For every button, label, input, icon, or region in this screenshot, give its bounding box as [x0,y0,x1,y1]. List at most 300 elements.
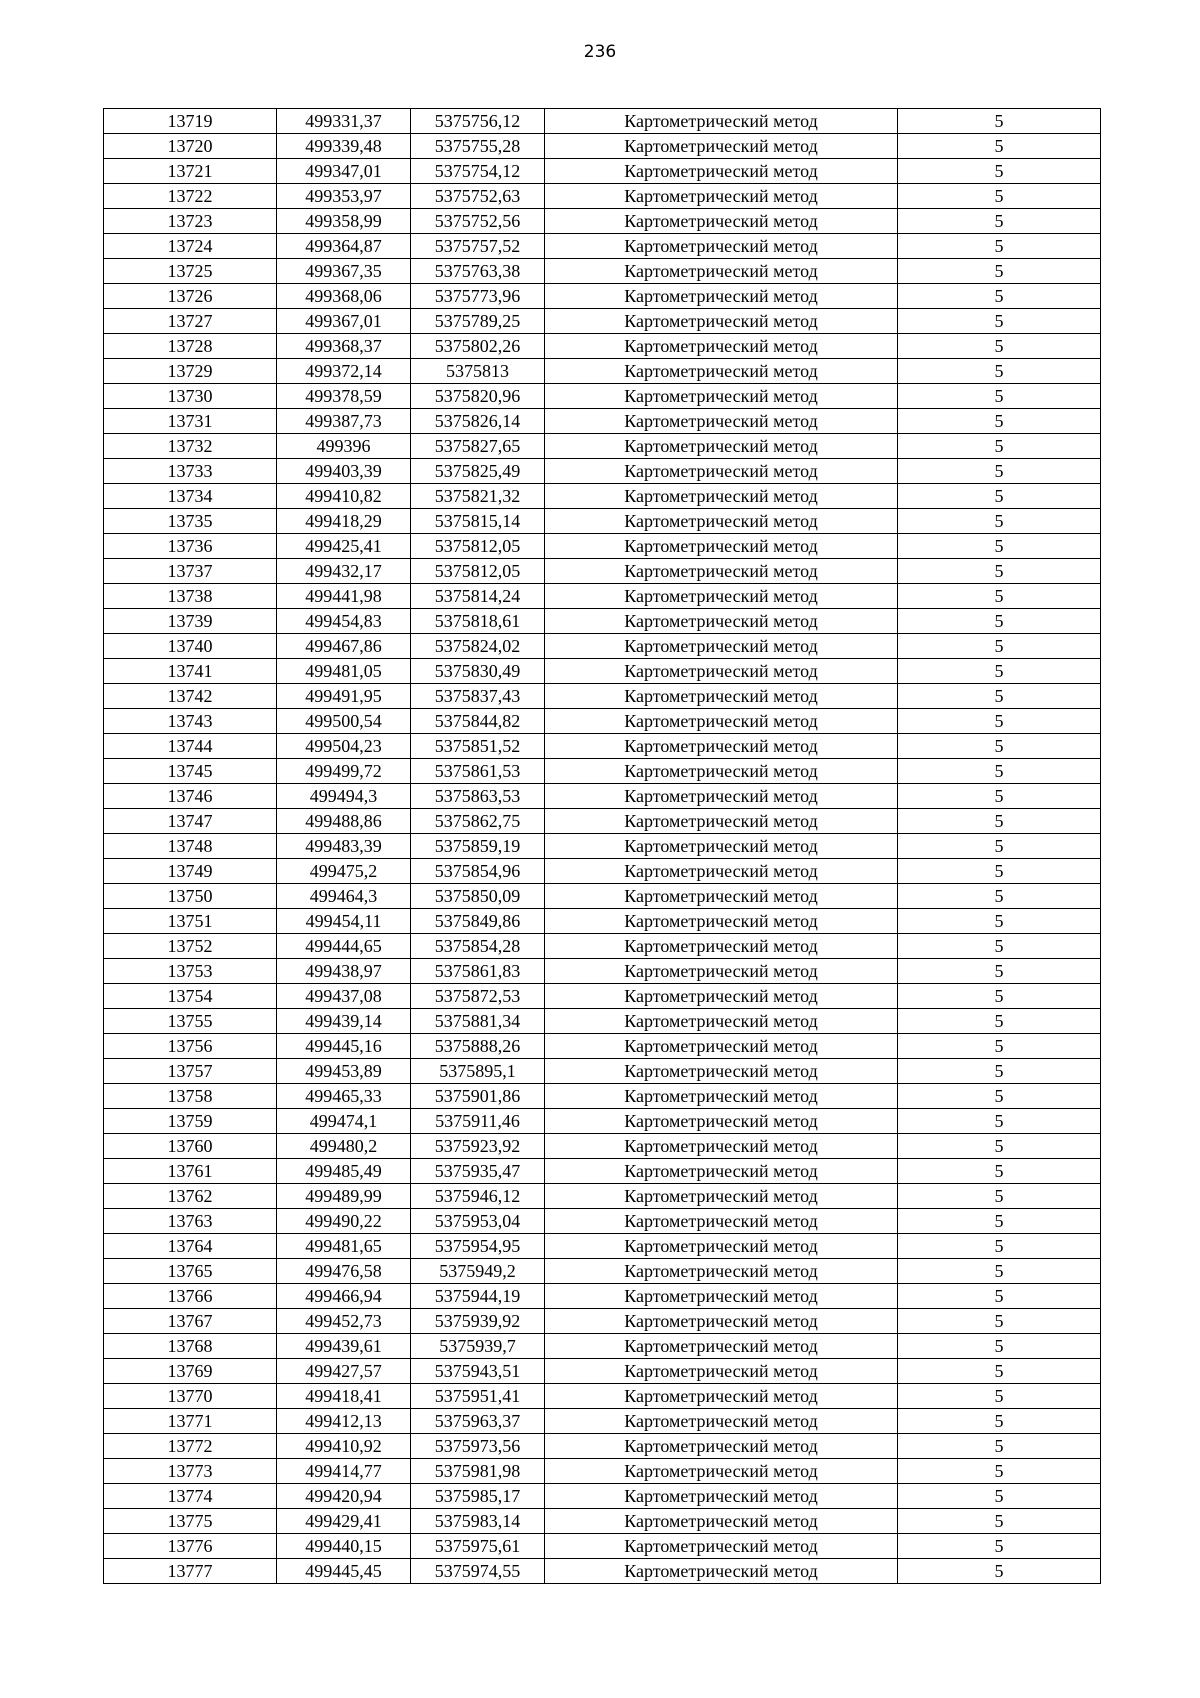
x-coordinate-cell: 499466,94 [277,1284,411,1309]
accuracy-cell: 5 [898,1209,1101,1234]
accuracy-cell: 5 [898,609,1101,634]
accuracy-cell: 5 [898,1484,1101,1509]
method-cell: Картометрический метод [545,509,898,534]
x-coordinate-cell: 499480,2 [277,1134,411,1159]
y-coordinate-cell: 5375757,52 [411,234,545,259]
x-coordinate-cell: 499475,2 [277,859,411,884]
y-coordinate-cell: 5375923,92 [411,1134,545,1159]
table-row [104,559,1101,584]
table-row [104,934,1101,959]
table-row [104,334,1101,359]
accuracy-cell: 5 [898,1059,1101,1084]
accuracy-cell: 5 [898,659,1101,684]
y-coordinate-cell: 5375752,63 [411,184,545,209]
method-cell: Картометрический метод [545,584,898,609]
point-number-cell: 13740 [104,634,277,659]
table-row [104,509,1101,534]
point-number-cell: 13768 [104,1334,277,1359]
point-number-cell: 13735 [104,509,277,534]
table-row [104,659,1101,684]
accuracy-cell: 5 [898,1009,1101,1034]
y-coordinate-cell: 5375943,51 [411,1359,545,1384]
y-coordinate-cell: 5375983,14 [411,1509,545,1534]
method-cell: Картометрический метод [545,384,898,409]
point-number-cell: 13723 [104,209,277,234]
method-cell: Картометрический метод [545,1384,898,1409]
method-cell: Картометрический метод [545,1559,898,1584]
table-row [104,1284,1101,1309]
x-coordinate-cell: 499367,35 [277,259,411,284]
x-coordinate-cell: 499441,98 [277,584,411,609]
point-number-cell: 13775 [104,1509,277,1534]
table-row [104,1009,1101,1034]
method-cell: Картометрический метод [545,459,898,484]
y-coordinate-cell: 5375802,26 [411,334,545,359]
accuracy-cell: 5 [898,1259,1101,1284]
x-coordinate-cell: 499467,86 [277,634,411,659]
y-coordinate-cell: 5375861,83 [411,959,545,984]
method-cell: Картометрический метод [545,434,898,459]
y-coordinate-cell: 5375820,96 [411,384,545,409]
table-row [104,1484,1101,1509]
table-row [104,1509,1101,1534]
table-row [104,234,1101,259]
x-coordinate-cell: 499454,83 [277,609,411,634]
table-row [104,1409,1101,1434]
method-cell: Картометрический метод [545,334,898,359]
table-row [104,734,1101,759]
point-number-cell: 13747 [104,809,277,834]
point-number-cell: 13743 [104,709,277,734]
x-coordinate-cell: 499464,3 [277,884,411,909]
method-cell: Картометрический метод [545,984,898,1009]
x-coordinate-cell: 499418,29 [277,509,411,534]
y-coordinate-cell: 5375830,49 [411,659,545,684]
table-row [104,1534,1101,1559]
point-number-cell: 13754 [104,984,277,1009]
method-cell: Картометрический метод [545,309,898,334]
method-cell: Картометрический метод [545,559,898,584]
point-number-cell: 13728 [104,334,277,359]
point-number-cell: 13741 [104,659,277,684]
accuracy-cell: 5 [898,1159,1101,1184]
table-row [104,159,1101,184]
y-coordinate-cell: 5375773,96 [411,284,545,309]
x-coordinate-cell: 499427,57 [277,1359,411,1384]
method-cell: Картометрический метод [545,534,898,559]
y-coordinate-cell: 5375946,12 [411,1184,545,1209]
table-row [104,209,1101,234]
point-number-cell: 13742 [104,684,277,709]
accuracy-cell: 5 [898,1234,1101,1259]
y-coordinate-cell: 5375862,75 [411,809,545,834]
point-number-cell: 13755 [104,1009,277,1034]
table-row [104,534,1101,559]
point-number-cell: 13753 [104,959,277,984]
point-number-cell: 13759 [104,1109,277,1134]
accuracy-cell: 5 [898,884,1101,909]
method-cell: Картометрический метод [545,909,898,934]
method-cell: Картометрический метод [545,1159,898,1184]
x-coordinate-cell: 499488,86 [277,809,411,834]
table-row [104,809,1101,834]
y-coordinate-cell: 5375754,12 [411,159,545,184]
point-number-cell: 13739 [104,609,277,634]
x-coordinate-cell: 499476,58 [277,1259,411,1284]
point-number-cell: 13731 [104,409,277,434]
table-row [104,459,1101,484]
table-row [104,1259,1101,1284]
x-coordinate-cell: 499368,37 [277,334,411,359]
table-row [104,909,1101,934]
method-cell: Картометрический метод [545,209,898,234]
y-coordinate-cell: 5375844,82 [411,709,545,734]
accuracy-cell: 5 [898,1334,1101,1359]
method-cell: Картометрический метод [545,884,898,909]
table-row [104,359,1101,384]
y-coordinate-cell: 5375981,98 [411,1459,545,1484]
accuracy-cell: 5 [898,159,1101,184]
table-row [104,834,1101,859]
x-coordinate-cell: 499483,39 [277,834,411,859]
x-coordinate-cell: 499353,97 [277,184,411,209]
x-coordinate-cell: 499432,17 [277,559,411,584]
y-coordinate-cell: 5375818,61 [411,609,545,634]
accuracy-cell: 5 [898,509,1101,534]
table-row [104,859,1101,884]
table-row [104,984,1101,1009]
table-row [104,484,1101,509]
method-cell: Картометрический метод [545,1309,898,1334]
table-row [104,1209,1101,1234]
accuracy-cell: 5 [898,1109,1101,1134]
x-coordinate-cell: 499378,59 [277,384,411,409]
x-coordinate-cell: 499429,41 [277,1509,411,1534]
point-number-cell: 13760 [104,1134,277,1159]
y-coordinate-cell: 5375851,52 [411,734,545,759]
method-cell: Картометрический метод [545,1109,898,1134]
x-coordinate-cell: 499414,77 [277,1459,411,1484]
table-row [104,409,1101,434]
point-number-cell: 13729 [104,359,277,384]
table-row [104,1034,1101,1059]
table-row [104,1559,1101,1584]
point-number-cell: 13722 [104,184,277,209]
y-coordinate-cell: 5375963,37 [411,1409,545,1434]
y-coordinate-cell: 5375939,92 [411,1309,545,1334]
point-number-cell: 13721 [104,159,277,184]
method-cell: Картометрический метод [545,684,898,709]
table-row [104,134,1101,159]
y-coordinate-cell: 5375854,96 [411,859,545,884]
accuracy-cell: 5 [898,309,1101,334]
coordinates-table-body [104,109,1101,1584]
table-row [104,1384,1101,1409]
y-coordinate-cell: 5375755,28 [411,134,545,159]
table-row [104,384,1101,409]
table-row [104,709,1101,734]
accuracy-cell: 5 [898,709,1101,734]
x-coordinate-cell: 499454,11 [277,909,411,934]
y-coordinate-cell: 5375949,2 [411,1259,545,1284]
accuracy-cell: 5 [898,1384,1101,1409]
y-coordinate-cell: 5375881,34 [411,1009,545,1034]
point-number-cell: 13724 [104,234,277,259]
method-cell: Картометрический метод [545,759,898,784]
x-coordinate-cell: 499347,01 [277,159,411,184]
x-coordinate-cell: 499481,65 [277,1234,411,1259]
x-coordinate-cell: 499481,05 [277,659,411,684]
x-coordinate-cell: 499387,73 [277,409,411,434]
y-coordinate-cell: 5375863,53 [411,784,545,809]
y-coordinate-cell: 5375752,56 [411,209,545,234]
x-coordinate-cell: 499439,14 [277,1009,411,1034]
method-cell: Картометрический метод [545,109,898,134]
point-number-cell: 13772 [104,1434,277,1459]
accuracy-cell: 5 [898,1409,1101,1434]
point-number-cell: 13745 [104,759,277,784]
point-number-cell: 13758 [104,1084,277,1109]
accuracy-cell: 5 [898,384,1101,409]
method-cell: Картометрический метод [545,1284,898,1309]
table-row [104,1434,1101,1459]
method-cell: Картометрический метод [545,784,898,809]
table-row [104,1109,1101,1134]
x-coordinate-cell: 499474,1 [277,1109,411,1134]
point-number-cell: 13734 [104,484,277,509]
x-coordinate-cell: 499412,13 [277,1409,411,1434]
y-coordinate-cell: 5375973,56 [411,1434,545,1459]
point-number-cell: 13733 [104,459,277,484]
x-coordinate-cell: 499410,92 [277,1434,411,1459]
accuracy-cell: 5 [898,1134,1101,1159]
method-cell: Картометрический метод [545,359,898,384]
table-row [104,109,1101,134]
page-number: 236 [583,42,617,62]
y-coordinate-cell: 5375861,53 [411,759,545,784]
method-cell: Картометрический метод [545,834,898,859]
accuracy-cell: 5 [898,809,1101,834]
accuracy-cell: 5 [898,434,1101,459]
y-coordinate-cell: 5375849,86 [411,909,545,934]
method-cell: Картометрический метод [545,634,898,659]
method-cell: Картометрический метод [545,234,898,259]
method-cell: Картометрический метод [545,1209,898,1234]
point-number-cell: 13771 [104,1409,277,1434]
y-coordinate-cell: 5375985,17 [411,1484,545,1509]
method-cell: Картометрический метод [545,1509,898,1534]
x-coordinate-cell: 499420,94 [277,1484,411,1509]
accuracy-cell: 5 [898,684,1101,709]
y-coordinate-cell: 5375939,7 [411,1334,545,1359]
coordinates-table [103,108,1101,1584]
method-cell: Картометрический метод [545,184,898,209]
x-coordinate-cell: 499403,39 [277,459,411,484]
accuracy-cell: 5 [898,1559,1101,1584]
x-coordinate-cell: 499452,73 [277,1309,411,1334]
point-number-cell: 13774 [104,1484,277,1509]
point-number-cell: 13720 [104,134,277,159]
method-cell: Картометрический метод [545,259,898,284]
point-number-cell: 13764 [104,1234,277,1259]
y-coordinate-cell: 5375888,26 [411,1034,545,1059]
point-number-cell: 13776 [104,1534,277,1559]
accuracy-cell: 5 [898,534,1101,559]
table-row [104,1059,1101,1084]
point-number-cell: 13756 [104,1034,277,1059]
point-number-cell: 13752 [104,934,277,959]
y-coordinate-cell: 5375935,47 [411,1159,545,1184]
table-row [104,1084,1101,1109]
accuracy-cell: 5 [898,1534,1101,1559]
y-coordinate-cell: 5375824,02 [411,634,545,659]
method-cell: Картометрический метод [545,1059,898,1084]
y-coordinate-cell: 5375827,65 [411,434,545,459]
table-row [104,1359,1101,1384]
x-coordinate-cell: 499440,15 [277,1534,411,1559]
table-row [104,259,1101,284]
accuracy-cell: 5 [898,1509,1101,1534]
y-coordinate-cell: 5375854,28 [411,934,545,959]
method-cell: Картометрический метод [545,1534,898,1559]
table-row [104,634,1101,659]
table-row [104,759,1101,784]
point-number-cell: 13762 [104,1184,277,1209]
x-coordinate-cell: 499485,49 [277,1159,411,1184]
accuracy-cell: 5 [898,959,1101,984]
accuracy-cell: 5 [898,484,1101,509]
point-number-cell: 13730 [104,384,277,409]
y-coordinate-cell: 5375825,49 [411,459,545,484]
point-number-cell: 13726 [104,284,277,309]
table-row [104,609,1101,634]
x-coordinate-cell: 499364,87 [277,234,411,259]
method-cell: Картометрический метод [545,1334,898,1359]
accuracy-cell: 5 [898,259,1101,284]
y-coordinate-cell: 5375814,24 [411,584,545,609]
y-coordinate-cell: 5375789,25 [411,309,545,334]
y-coordinate-cell: 5375975,61 [411,1534,545,1559]
point-number-cell: 13751 [104,909,277,934]
point-number-cell: 13761 [104,1159,277,1184]
point-number-cell: 13737 [104,559,277,584]
y-coordinate-cell: 5375901,86 [411,1084,545,1109]
x-coordinate-cell: 499372,14 [277,359,411,384]
y-coordinate-cell: 5375763,38 [411,259,545,284]
x-coordinate-cell: 499331,37 [277,109,411,134]
method-cell: Картометрический метод [545,284,898,309]
table-row [104,1309,1101,1334]
method-cell: Картометрический метод [545,859,898,884]
point-number-cell: 13769 [104,1359,277,1384]
table-row [104,784,1101,809]
x-coordinate-cell: 499438,97 [277,959,411,984]
y-coordinate-cell: 5375756,12 [411,109,545,134]
table-row [104,959,1101,984]
x-coordinate-cell: 499500,54 [277,709,411,734]
x-coordinate-cell: 499410,82 [277,484,411,509]
y-coordinate-cell: 5375974,55 [411,1559,545,1584]
x-coordinate-cell: 499465,33 [277,1084,411,1109]
table-row [104,1459,1101,1484]
y-coordinate-cell: 5375821,32 [411,484,545,509]
accuracy-cell: 5 [898,1309,1101,1334]
method-cell: Картометрический метод [545,934,898,959]
x-coordinate-cell: 499367,01 [277,309,411,334]
table-row [104,884,1101,909]
method-cell: Картометрический метод [545,134,898,159]
table-row [104,1234,1101,1259]
method-cell: Картометрический метод [545,1034,898,1059]
accuracy-cell: 5 [898,1084,1101,1109]
point-number-cell: 13765 [104,1259,277,1284]
method-cell: Картометрический метод [545,1234,898,1259]
accuracy-cell: 5 [898,784,1101,809]
accuracy-cell: 5 [898,634,1101,659]
point-number-cell: 13738 [104,584,277,609]
x-coordinate-cell: 499489,99 [277,1184,411,1209]
method-cell: Картометрический метод [545,809,898,834]
method-cell: Картометрический метод [545,959,898,984]
accuracy-cell: 5 [898,284,1101,309]
x-coordinate-cell: 499444,65 [277,934,411,959]
table-row [104,284,1101,309]
accuracy-cell: 5 [898,984,1101,1009]
accuracy-cell: 5 [898,109,1101,134]
y-coordinate-cell: 5375954,95 [411,1234,545,1259]
point-number-cell: 13744 [104,734,277,759]
point-number-cell: 13746 [104,784,277,809]
method-cell: Картометрический метод [545,1484,898,1509]
method-cell: Картометрический метод [545,1184,898,1209]
accuracy-cell: 5 [898,184,1101,209]
accuracy-cell: 5 [898,584,1101,609]
point-number-cell: 13749 [104,859,277,884]
x-coordinate-cell: 499491,95 [277,684,411,709]
method-cell: Картометрический метод [545,1459,898,1484]
method-cell: Картометрический метод [545,609,898,634]
table-row [104,684,1101,709]
x-coordinate-cell: 499358,99 [277,209,411,234]
y-coordinate-cell: 5375944,19 [411,1284,545,1309]
point-number-cell: 13750 [104,884,277,909]
accuracy-cell: 5 [898,734,1101,759]
accuracy-cell: 5 [898,834,1101,859]
accuracy-cell: 5 [898,409,1101,434]
accuracy-cell: 5 [898,459,1101,484]
x-coordinate-cell: 499445,16 [277,1034,411,1059]
point-number-cell: 13766 [104,1284,277,1309]
method-cell: Картометрический метод [545,734,898,759]
method-cell: Картометрический метод [545,484,898,509]
point-number-cell: 13777 [104,1559,277,1584]
accuracy-cell: 5 [898,559,1101,584]
point-number-cell: 13763 [104,1209,277,1234]
accuracy-cell: 5 [898,359,1101,384]
x-coordinate-cell: 499490,22 [277,1209,411,1234]
point-number-cell: 13757 [104,1059,277,1084]
x-coordinate-cell: 499418,41 [277,1384,411,1409]
method-cell: Картометрический метод [545,1434,898,1459]
point-number-cell: 13727 [104,309,277,334]
accuracy-cell: 5 [898,1184,1101,1209]
accuracy-cell: 5 [898,859,1101,884]
y-coordinate-cell: 5375953,04 [411,1209,545,1234]
accuracy-cell: 5 [898,134,1101,159]
point-number-cell: 13770 [104,1384,277,1409]
point-number-cell: 13736 [104,534,277,559]
method-cell: Картометрический метод [545,159,898,184]
